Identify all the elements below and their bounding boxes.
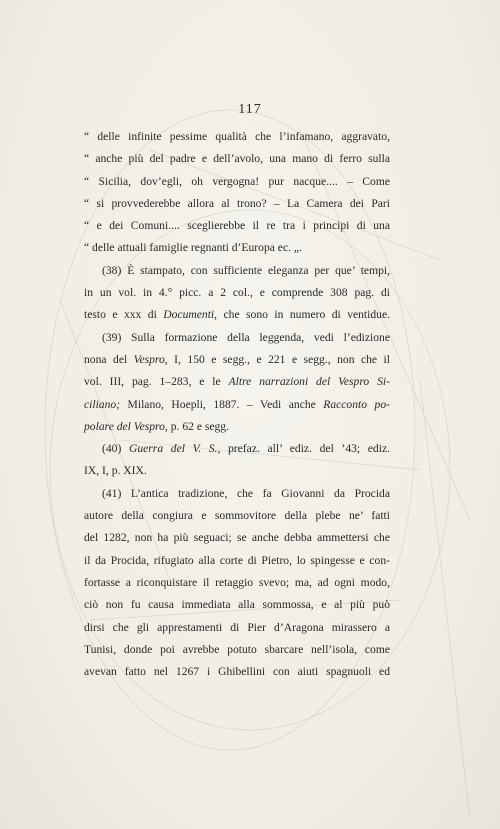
text-line bbox=[84, 572, 390, 594]
text-line bbox=[84, 171, 390, 193]
text-span: “ Sicilia, dov’egli, oh vergogna! pur nacque.... – Come bbox=[84, 174, 390, 188]
text-line bbox=[84, 594, 390, 616]
text-line bbox=[84, 394, 390, 416]
text-span: (41) L’antica tradizione, che fa Giovanni da Procida bbox=[102, 486, 390, 500]
text-span: dirsi che gli apprestamenti di Pier d’Aragona mirassero a bbox=[84, 620, 390, 634]
text-span: vol. III, pag. 1–283, e le bbox=[84, 375, 229, 389]
italic-span: ciliano; bbox=[84, 397, 121, 411]
text-line bbox=[84, 617, 390, 639]
text-span: in un vol. in 4.° picc. a 2 col., e comprende 308 pag. di bbox=[84, 286, 390, 300]
text-line bbox=[84, 505, 390, 527]
text-span: “ anche più del padre e dell’avolo, una mano di ferro sulla bbox=[84, 152, 390, 166]
body-text bbox=[84, 126, 390, 683]
text-line bbox=[84, 349, 390, 371]
text-span: che sono in numero di ventidue. bbox=[217, 308, 391, 322]
text-line bbox=[84, 550, 390, 572]
text-line bbox=[84, 371, 390, 393]
text-line bbox=[84, 282, 390, 304]
text-line bbox=[84, 639, 390, 661]
text-span: ciò non fu causa immediata alla sommossa, e al più può bbox=[84, 598, 390, 612]
text-span: Milano, Hoepli, 1887. – Vedi anche bbox=[120, 397, 324, 411]
italic-span: Racconto po- bbox=[323, 397, 390, 411]
text-span: “ e dei Comuni.... sceglierebbe il re tra i principi di una bbox=[84, 219, 390, 233]
text-line bbox=[84, 438, 390, 460]
text-line bbox=[84, 193, 390, 215]
text-span: “ si provvederebbe allora al trono? – La Camera dei Pari bbox=[84, 196, 390, 210]
text-line bbox=[84, 304, 390, 326]
italic-span: Guerra del V. S., bbox=[128, 442, 221, 456]
text-span: p. 62 e segg. bbox=[167, 419, 230, 433]
text-line bbox=[84, 527, 390, 549]
text-span: nona del bbox=[84, 352, 134, 366]
text-line bbox=[84, 148, 390, 170]
italic-span: polare del Vespro, bbox=[84, 419, 168, 433]
text-span: prefaz. all’ ediz. del ’43; ediz. bbox=[220, 442, 390, 456]
text-span: del 1282, non ha più seguaci; se anche debba ammettersi che bbox=[84, 531, 390, 545]
text-span: testo e xxx di bbox=[84, 308, 164, 322]
text-line bbox=[84, 215, 390, 237]
text-line bbox=[84, 237, 390, 259]
text-span: (39) Sulla formazione della leggenda, vedi l’edizione bbox=[102, 330, 390, 344]
italic-span: Documenti, bbox=[163, 308, 218, 322]
text-line bbox=[84, 260, 390, 282]
page-number: 117 bbox=[238, 102, 262, 117]
italic-span: Vespro, bbox=[133, 352, 168, 366]
text-line bbox=[84, 416, 390, 438]
text-line bbox=[84, 661, 390, 683]
text-span: IX, I, p. XIX. bbox=[84, 464, 147, 478]
text-span: “ delle infinite pessime qualità che l’infamano, aggravato, bbox=[84, 130, 390, 143]
text-span: (38) È stampato, con sufficiente eleganza per que’ tempi, bbox=[102, 263, 390, 277]
text-line bbox=[84, 483, 390, 505]
text-line bbox=[84, 327, 390, 349]
text-span: (40) bbox=[102, 442, 129, 456]
text-span: “ delle attuali famiglie regnanti d’Europa ec. „. bbox=[84, 241, 302, 255]
text-span: fortasse a riconquistare il retaggio svevo; ma, ad ogni modo, bbox=[84, 575, 390, 589]
text-line bbox=[84, 460, 390, 482]
text-span: il da Procida, rifugiato alla corte di Pietro, lo spingesse e con- bbox=[84, 553, 390, 567]
text-span: autore della congiura e sommovitore della plebe ne’ fatti bbox=[84, 509, 390, 523]
text-span: I, 150 e segg., e 221 e segg., non che il bbox=[167, 352, 390, 366]
text-line bbox=[84, 126, 390, 148]
text-span: avevan fatto nel 1267 i Ghibellini con aiuti spagnuoli ed bbox=[84, 665, 390, 679]
italic-span: Altre narrazioni del Vespro Si- bbox=[228, 375, 390, 389]
text-span: Tunisi, donde poi avrebbe potuto sbarcare nell’isola, come bbox=[84, 642, 390, 656]
